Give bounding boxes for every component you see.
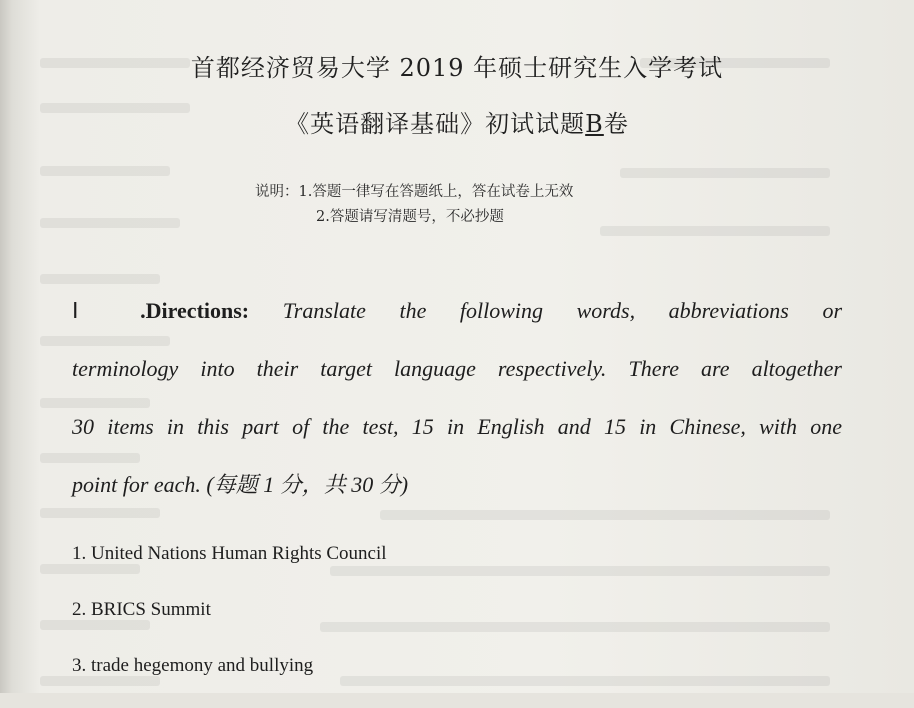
question-list xyxy=(72,540,387,708)
bleed-through-mark xyxy=(600,226,830,236)
directions-line-3: 30 items in this part of the test, 15 in English and 15 in Chinese, with one xyxy=(72,414,842,439)
exam-subtitle xyxy=(0,104,914,139)
exam-title-text: 首都经济贸易大学 2019 年硕士研究生入学考试 xyxy=(190,54,724,82)
directions-label: .Directions: xyxy=(140,298,250,323)
section-number xyxy=(72,298,249,323)
directions-line-2: terminology into their target language respectively. There are altogether xyxy=(72,356,842,381)
question-item: 2. BRICS Summit xyxy=(72,599,211,620)
directions-line-1 xyxy=(72,282,842,340)
instruction-1: 说明：1.答题一律写在答题纸上，答在试卷上无效 xyxy=(255,184,574,200)
directions-text-1: Translate the following words, abbreviations or xyxy=(282,298,843,323)
exam-subtitle-text: 《英语翻译基础》初试试题 xyxy=(285,110,586,138)
bleed-through-mark xyxy=(40,218,180,228)
exam-title xyxy=(0,48,914,83)
instructions xyxy=(255,180,573,230)
bleed-through-mark xyxy=(320,622,830,632)
section-directions xyxy=(72,282,842,514)
question-item: 3. trade hegemony and bullying xyxy=(72,655,314,676)
bleed-through-mark xyxy=(620,168,830,178)
bleed-through-mark xyxy=(340,676,830,686)
bleed-through-mark xyxy=(40,166,170,176)
instruction-2: 2.答题请写清题号，不必抄题 xyxy=(316,209,504,225)
bleed-through-mark xyxy=(330,566,830,576)
paper-version: B xyxy=(585,110,604,138)
section-roman-numeral: Ⅰ xyxy=(72,298,107,323)
directions-line-4: point for each. (每题 1 分，共 30 分) xyxy=(72,472,409,497)
exam-subtitle-suffix: 卷 xyxy=(603,110,629,138)
question-item: 1. United Nations Human Rights Council xyxy=(72,543,387,564)
